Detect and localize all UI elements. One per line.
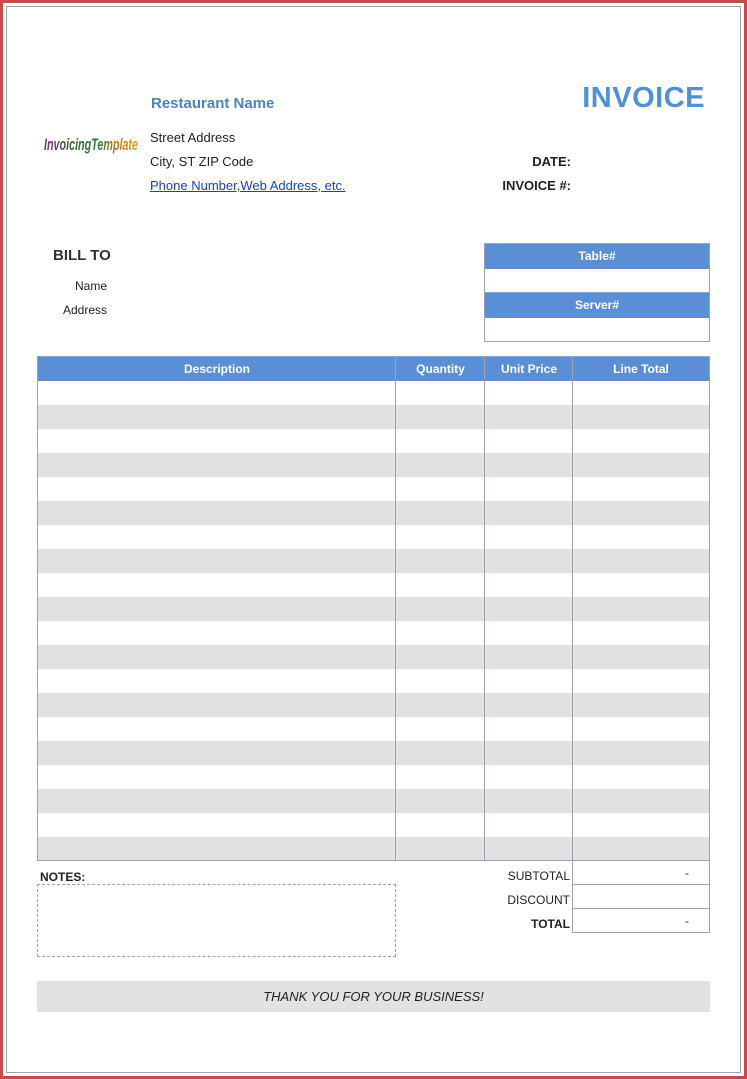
bill-to-address-label: Address — [63, 303, 108, 317]
table-row[interactable] — [38, 453, 709, 477]
totals-box — [572, 861, 710, 933]
column-header-quantity: Quantity — [416, 362, 465, 376]
date-label: DATE: — [532, 154, 571, 169]
table-row[interactable] — [38, 789, 709, 813]
discount-label: DISCOUNT — [507, 893, 570, 907]
table-row[interactable] — [38, 645, 709, 669]
total-label: TOTAL — [531, 917, 570, 931]
line-items-header — [38, 357, 709, 381]
table-row[interactable] — [38, 501, 709, 525]
notes-field[interactable] — [37, 884, 396, 957]
table-row[interactable] — [38, 573, 709, 597]
table-row[interactable] — [38, 669, 709, 693]
street-address: Street Address — [150, 130, 236, 145]
table-row[interactable] — [38, 429, 709, 453]
server-number-field[interactable] — [485, 318, 709, 342]
table-row[interactable] — [38, 597, 709, 621]
table-row[interactable] — [38, 741, 709, 765]
total-value[interactable]: - — [685, 914, 689, 928]
table-row[interactable] — [38, 717, 709, 741]
server-number-header: Server# — [485, 293, 709, 318]
table-row[interactable] — [38, 813, 709, 837]
contact-link[interactable]: Phone Number,Web Address, etc. — [150, 178, 346, 193]
table-row[interactable] — [38, 837, 709, 861]
table-row[interactable] — [38, 525, 709, 549]
city-state-zip: City, ST ZIP Code — [150, 154, 254, 169]
table-row[interactable] — [38, 405, 709, 429]
column-header-description: Description — [183, 362, 250, 376]
table-number-field[interactable] — [485, 269, 709, 293]
column-divider — [484, 357, 485, 860]
table-server-box — [484, 243, 710, 342]
company-logo — [42, 120, 140, 168]
table-row[interactable] — [38, 693, 709, 717]
table-row[interactable] — [38, 549, 709, 573]
table-row[interactable] — [38, 621, 709, 645]
bill-to-name-label: Name — [75, 279, 108, 293]
thank-you-banner: THANK YOU FOR YOUR BUSINESS! — [37, 981, 710, 1012]
bill-to-heading: BILL TO — [53, 247, 111, 264]
subtotal-value[interactable]: - — [573, 861, 709, 885]
invoice-title: INVOICE — [582, 82, 705, 114]
logo-graphic — [42, 120, 140, 168]
column-divider — [572, 357, 573, 860]
logo-text: InvoicingTemplate — [44, 135, 138, 154]
table-row[interactable] — [38, 477, 709, 501]
column-divider — [395, 357, 396, 860]
invoice-number-label: INVOICE #: — [502, 178, 571, 193]
table-number-header: Table# — [485, 244, 709, 269]
column-header-line-total: Line Total — [613, 362, 669, 376]
table-row[interactable] — [38, 381, 709, 405]
line-items-table — [37, 356, 710, 861]
table-row[interactable] — [38, 765, 709, 789]
column-header-unit-price: Unit Price — [500, 362, 557, 376]
subtotal-label: SUBTOTAL — [507, 869, 570, 883]
discount-value[interactable] — [573, 885, 709, 909]
notes-label: NOTES: — [40, 870, 86, 884]
restaurant-name: Restaurant Name — [151, 95, 275, 112]
